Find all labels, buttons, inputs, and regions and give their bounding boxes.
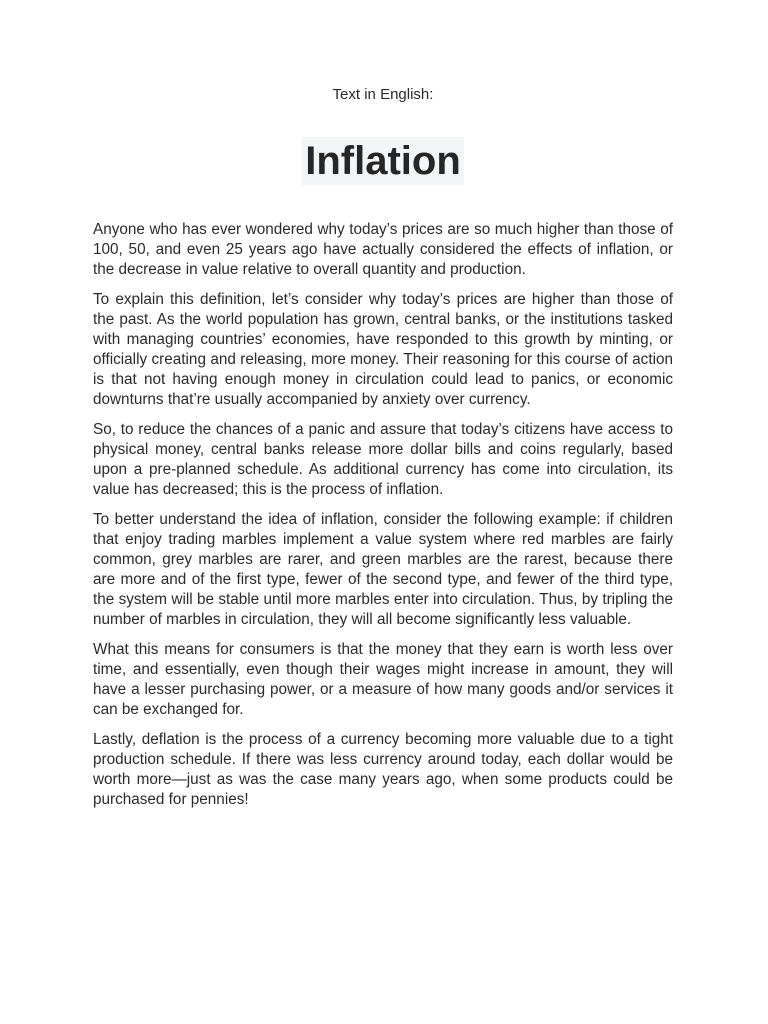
paragraph-3: So, to reduce the chances of a panic and assure that today’s citizens have access to physical money, central banks release more dollar bills and coins regularly, based upon a pre-planned schedule. As additional currency has come into circulation, its value has decreased; this is the process of inflation. <box>93 420 673 498</box>
paragraph-6: Lastly, deflation is the process of a currency becoming more valuable due to a tight production schedule. If there was less currency around today, each dollar would be worth more—just as was the case many years ago, when some products could be purchased for pennies! <box>93 730 673 808</box>
paragraph-2: To explain this definition, let’s consider why today’s prices are higher than those of the past. As the world population has grown, central banks, or the institutions tasked with managing countries’ economies, have responded to this growth by minting, or officially creating and releasing, more money. Their reasoning for this course of action is that not having enough money in circulation could lead to panics, or economic downturns that’re usually accompanied by anxiety over currency. <box>93 290 673 408</box>
document-title: Inflation <box>302 137 464 185</box>
document-page <box>93 84 673 820</box>
paragraph-1: Anyone who has ever wondered why today’s prices are so much higher than those of 100, 50, and even 25 years ago have actually considered the effects of inflation, or the decrease in value relative to overall quantity and production. <box>93 220 673 278</box>
paragraph-5: What this means for consumers is that the money that they earn is worth less over time, and essentially, even though their wages might increase in amount, they will have a lesser purchasing power, or a measure of how many goods and/or services it can be exchanged for. <box>93 640 673 718</box>
title-container <box>93 110 673 212</box>
document-subtitle: Text in English: <box>332 86 434 103</box>
paragraph-4: To better understand the idea of inflation, consider the following example: if children that enjoy trading marbles implement a value system where red marbles are fairly common, grey marbles are rarer, and green marbles are the rarest, because there are more and of the first type, fewer of the second type, and fewer of the third type, the system will be stable until more marbles enter into circulation. Thus, by tripling the number of marbles in circulation, they will all become significantly less valuable. <box>93 510 673 628</box>
